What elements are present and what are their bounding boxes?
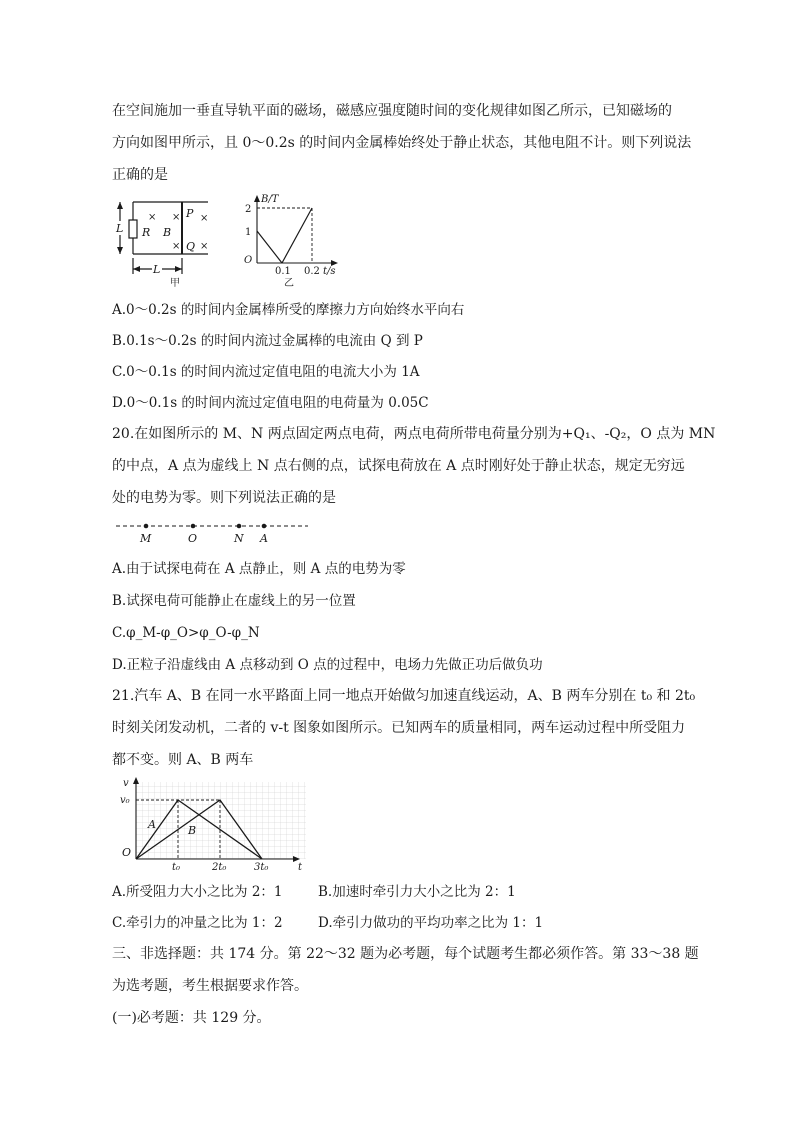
x-axis-label: t/s bbox=[323, 266, 336, 277]
q19-option-c: C.0～0.1s 的时间内流过定值电阻的电流大小为 1A bbox=[112, 364, 420, 380]
label-Q: Q bbox=[186, 240, 196, 253]
label-B: B bbox=[163, 226, 172, 239]
figure-charges-line bbox=[112, 517, 312, 547]
arrow-right-icon bbox=[175, 266, 182, 272]
cross-mark: × bbox=[200, 241, 209, 252]
b-line-rising bbox=[282, 208, 312, 263]
arrow-down-icon bbox=[117, 247, 123, 254]
label-car-b: B bbox=[188, 824, 197, 837]
label-L-bottom: L bbox=[153, 263, 161, 276]
q21-option-a: A.所受阻力大小之比为 2：1 bbox=[112, 884, 283, 900]
caption-yi: 乙 bbox=[284, 278, 294, 289]
q19-stem-line-1: 在空间施加一垂直导轨平面的磁场，磁感应强度随时间的变化规律如图乙所示，已知磁场的 bbox=[112, 103, 672, 119]
q21-stem-line-2: 时刻关闭发动机，二者的 v-t 图象如图所示。已知两车的质量相同，两车运动过程中所受阻力 bbox=[112, 720, 686, 736]
b-line-falling bbox=[257, 231, 282, 263]
t0-tick: t₀ bbox=[172, 862, 181, 873]
v-axis-label: v bbox=[123, 778, 129, 789]
point-m bbox=[144, 524, 149, 529]
q19-stem-line-3: 正确的是 bbox=[112, 167, 168, 183]
q20-stem-line-3: 处的电势为零。则下列说法正确的是 bbox=[112, 490, 336, 506]
q21-stem-line-1: 21.汽车 A、B 在同一水平路面上同一地点开始做匀加速直线运动，A、B 两车分别在 t₀ 和 2t₀ bbox=[112, 688, 696, 704]
figure-jia-rails-circuit bbox=[112, 192, 222, 288]
2t0-tick: 2t₀ bbox=[212, 862, 227, 873]
arrow-up-icon bbox=[117, 202, 123, 209]
section3-line-1: 三、非选择题：共 174 分。第 22～32 题为必考题，每个试题考生都必须作答。第 33～38 题 bbox=[112, 946, 699, 962]
cross-mark: × bbox=[172, 241, 181, 252]
cross-mark: × bbox=[148, 212, 157, 223]
label-car-a: A bbox=[148, 818, 156, 831]
q19-option-d: D.0～0.1s 的时间内流过定值电阻的电荷量为 0.05C bbox=[112, 395, 429, 411]
label-m: M bbox=[140, 532, 152, 545]
x-tick-0.1: 0.1 bbox=[275, 266, 291, 277]
q20-option-b: B.试探电荷可能静止在虚线上的另一位置 bbox=[112, 593, 356, 609]
point-n bbox=[237, 524, 242, 529]
q19-option-a: A.0～0.2s 的时间内金属棒所受的摩擦力方向始终水平向右 bbox=[112, 302, 465, 318]
section3-line-2: 为选考题，考生根据要求作答。 bbox=[112, 978, 308, 994]
q20-option-d: D.正粒子沿虚线由 A 点移动到 O 点的过程中，电场力先做正功后做负功 bbox=[112, 657, 543, 673]
x-tick-0.2: 0.2 bbox=[304, 266, 320, 277]
q19-stem-line-2: 方向如图甲所示，且 0～0.2s 的时间内金属棒始终处于静止状态，其他电阻不计。则下列说法 bbox=[112, 135, 692, 151]
y-axis-arrow-icon bbox=[254, 195, 260, 202]
label-L-left: L bbox=[116, 222, 124, 235]
arrow-left-icon bbox=[133, 266, 140, 272]
caption-jia: 甲 bbox=[170, 278, 180, 288]
point-a bbox=[262, 524, 267, 529]
label-a: A bbox=[260, 532, 268, 545]
cross-mark: × bbox=[200, 213, 209, 224]
t-axis-label: t bbox=[298, 862, 303, 873]
q20-stem-line-2: 的中点，A 点为虚线上 N 点右侧的点，试探电荷放在 A 点时刚好处于静止状态，规定无穷远 bbox=[112, 458, 685, 474]
q20-option-a: A.由于试探电荷在 A 点静止，则 A 点的电势为零 bbox=[112, 561, 406, 577]
q19-option-b: B.0.1s～0.2s 的时间内流过金属棒的电流由 Q 到 P bbox=[112, 333, 423, 349]
cross-mark: × bbox=[172, 212, 181, 223]
y-tick-2: 2 bbox=[245, 204, 252, 215]
point-o bbox=[191, 524, 196, 529]
grid-background bbox=[136, 782, 306, 859]
q21-option-d: D.牵引力做功的平均功率之比为 1：1 bbox=[318, 915, 544, 931]
q21-option-b: B.加速时牵引力大小之比为 2：1 bbox=[318, 884, 516, 900]
origin-label: O bbox=[244, 255, 253, 266]
q21-stem-line-3: 都不变。则 A、B 两车 bbox=[112, 752, 254, 768]
figure-v-t-graph bbox=[112, 774, 312, 874]
section3-subheading: (一)必考题：共 129 分。 bbox=[112, 1010, 271, 1026]
label-R: R bbox=[142, 226, 151, 239]
q21-option-c: C.牵引力的冲量之比为 1：2 bbox=[112, 915, 283, 931]
q20-option-c: C.φ_M-φ_O>φ_O-φ_N bbox=[112, 625, 260, 641]
label-n: N bbox=[234, 532, 244, 545]
resistor-icon bbox=[129, 220, 137, 238]
3t0-tick: 3t₀ bbox=[254, 862, 269, 873]
label-o: O bbox=[188, 532, 198, 545]
label-P: P bbox=[186, 207, 194, 220]
y-tick-1: 1 bbox=[245, 227, 252, 238]
figure-yi-b-t-graph bbox=[232, 190, 352, 290]
v-axis-arrow-icon bbox=[133, 777, 139, 784]
y-axis-label: B/T bbox=[261, 194, 279, 205]
q20-stem-line-1: 20.在如图所示的 M、N 两点固定两点电荷，两点电荷所带电荷量分别为+Q₁、-Q₂，O 点为 MN bbox=[112, 426, 716, 442]
origin-label: O bbox=[122, 846, 132, 859]
v0-tick: v₀ bbox=[120, 795, 130, 806]
